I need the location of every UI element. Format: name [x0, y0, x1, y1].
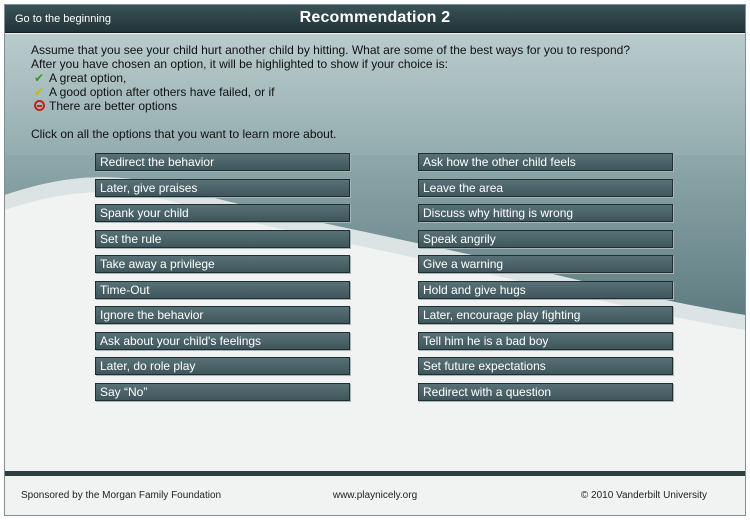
option-later-give-praises[interactable]: Later, give praises — [95, 179, 350, 197]
legend-good-label: A good option after others have failed, or if — [49, 85, 275, 99]
option-encourage-play-fighting[interactable]: Later, encourage play fighting — [418, 306, 673, 324]
option-discuss-hitting-wrong[interactable]: Discuss why hitting is wrong — [418, 204, 673, 222]
option-speak-angrily[interactable]: Speak angrily — [418, 230, 673, 248]
option-take-away-privilege[interactable]: Take away a privilege — [95, 255, 350, 273]
legend-better-label: There are better options — [49, 99, 178, 113]
yellow-check-icon: ✔ — [33, 85, 45, 99]
option-say-no[interactable]: Say “No” — [95, 383, 350, 401]
option-ask-other-child-feels[interactable]: Ask how the other child feels — [418, 153, 673, 171]
option-tell-bad-boy[interactable]: Tell him he is a bad boy — [418, 332, 673, 350]
option-leave-the-area[interactable]: Leave the area — [418, 179, 673, 197]
legend-great-label: A great option, — [49, 71, 127, 85]
go-to-beginning-link[interactable]: Go to the beginning — [15, 13, 112, 25]
green-check-icon: ✔ — [33, 71, 45, 85]
site-url-link[interactable]: www.playnicely.org — [332, 490, 418, 501]
option-give-warning[interactable]: Give a warning — [418, 255, 673, 273]
click-prompt: Click on all the options that you want to learn more about. — [31, 127, 337, 141]
option-ignore-behavior[interactable]: Ignore the behavior — [95, 306, 350, 324]
footer — [5, 471, 745, 515]
explain-text: After you have chosen an option, it will be highlighted to show if your choice is: — [31, 57, 448, 71]
option-hold-give-hugs[interactable]: Hold and give hugs — [418, 281, 673, 299]
sponsor-text: Sponsored by the Morgan Family Foundation — [21, 490, 222, 501]
copyright-text: © 2010 Vanderbilt University — [580, 490, 707, 501]
header-bar — [5, 5, 745, 33]
option-redirect-with-question[interactable]: Redirect with a question — [418, 383, 673, 401]
option-spank-your-child[interactable]: Spank your child — [95, 204, 350, 222]
page-title: Recommendation 2 — [299, 9, 451, 26]
option-time-out[interactable]: Time-Out — [95, 281, 350, 299]
no-sign-icon — [31, 99, 47, 113]
legend-good — [31, 85, 731, 99]
legend-better — [31, 99, 731, 113]
option-set-the-rule[interactable]: Set the rule — [95, 230, 350, 248]
instructions — [31, 43, 731, 113]
app-frame — [4, 4, 746, 516]
option-later-role-play[interactable]: Later, do role play — [95, 357, 350, 375]
option-ask-child-feelings[interactable]: Ask about your child's feelings — [95, 332, 350, 350]
legend-great — [31, 71, 731, 85]
option-set-future-expectations[interactable]: Set future expectations — [418, 357, 673, 375]
question-text: Assume that you see your child hurt another child by hitting. What are some of the best ways for you to respond? — [31, 43, 630, 57]
option-redirect-behavior[interactable]: Redirect the behavior — [95, 153, 350, 171]
